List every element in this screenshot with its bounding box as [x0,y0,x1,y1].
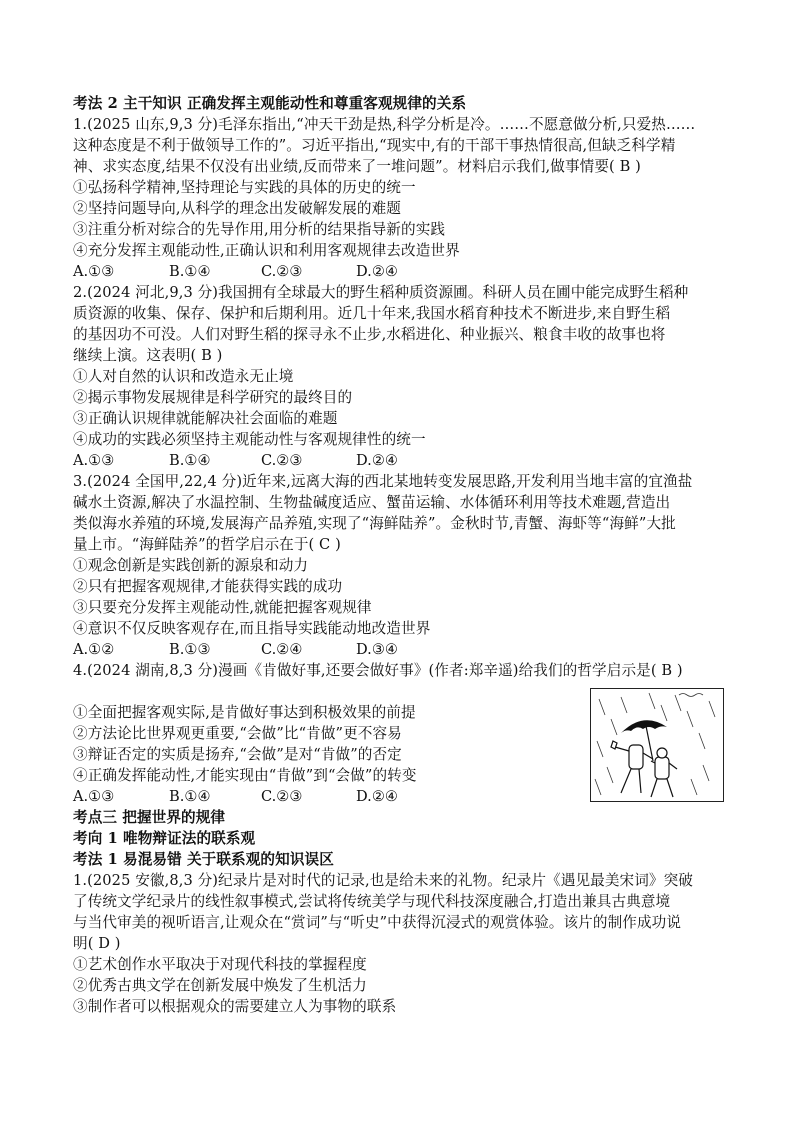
question-line: 量上市。“海鲜陆养”的哲学启示在于( C ) [73,536,341,553]
choice-item: ①观念创新是实践创新的源泉和动力 [73,557,309,574]
section-heading-point-3: 考点三 把握世界的规律 [73,809,226,826]
section-heading-direction-1: 考向 1 唯物辩证法的联系观 [73,830,256,847]
option-d: D.②④ [356,452,398,469]
cartoon-illustration [590,688,724,802]
document-page [73,93,723,1017]
question-line: 1.(2025 安徽,8,3 分)纪录片是对时代的记录,也是给未来的礼物。纪录片《遇见最美宋词》突破 [73,872,693,889]
choice-item: ④充分发挥主观能动性,正确认识和利用客观规律去改造世界 [73,242,460,259]
choice-item: ③正确认识规律就能解决社会面临的难题 [73,410,338,427]
choice-item: ②优秀古典文学在创新发展中焕发了生机活力 [73,977,367,994]
option-d: D.②④ [356,788,398,805]
choice-item: ③辩证否定的实质是扬弃,“会做”是对“肯做”的否定 [73,746,402,763]
choice-item: ①艺术创作水平取决于对现代科技的掌握程度 [73,956,367,973]
choice-item: ②只有把握客观规律,才能获得实践的成功 [73,578,343,595]
section-heading-method-1: 考法 1 易混易错 关于联系观的知识误区 [73,851,334,868]
question-line: 1.(2025 山东,9,3 分)毛泽东指出,“冲天干劲是热,科学分析是冷。……不愿意做分析,只爱热…… [73,116,696,133]
question-line: 神、求实态度,结果不仅没有出业绩,反而带来了一堆问题”。材料启示我们,做事情要( B ) [73,158,641,175]
section-heading-method-2: 考法 2 主干知识 正确发挥主观能动性和尊重客观规律的关系 [73,95,467,112]
question-line: 质资源的收集、保存、保护和后期利用。近几十年来,我国水稻育种技术不断进步,来自野生稻 [73,305,671,322]
choice-item: ③制作者可以根据观众的需要建立人为事物的联系 [73,998,397,1015]
question-line: 了传统文学纪录片的线性叙事模式,尝试将传统美学与现代科技深度融合,打造出兼具古典意境 [73,893,671,910]
choice-item: ②方法论比世界观更重要,“会做”比“肯做”更不容易 [73,725,402,742]
question-line: 继续上演。这表明( B ) [73,347,223,364]
options-row [73,639,723,660]
choice-item: ④正确发挥能动性,才能实现由“肯做”到“会做”的转变 [73,767,417,784]
choice-item: ②揭示事物发展规律是科学研究的最终目的 [73,389,353,406]
option-b: B.①④ [169,788,211,805]
options-row [73,450,723,471]
question-5 [73,870,723,1017]
option-c: C.②③ [261,263,303,280]
option-a: A.①③ [73,263,115,280]
choice-item: ③只要充分发挥主观能动性,就能把握客观规律 [73,599,372,616]
option-b: B.①④ [169,452,211,469]
question-line: 明( D ) [73,935,121,952]
choice-item: ④成功的实践必须坚持主观能动性与客观规律性的统一 [73,431,426,448]
cartoon-drawing [591,689,723,801]
option-a: A.①② [73,641,115,658]
person-left [611,741,653,793]
question-1 [73,114,723,282]
option-b: B.①③ [169,641,211,658]
option-b: B.①④ [169,263,211,280]
choice-item: ①人对自然的认识和改造永无止境 [73,368,294,385]
option-c: C.②④ [261,641,303,658]
option-d: D.②④ [356,263,398,280]
options-row [73,261,723,282]
choice-item: ④意识不仅反映客观存在,而且指导实践能动地改造世界 [73,620,431,637]
choice-item: ③注重分析对综合的先导作用,用分析的结果指导新的实践 [73,221,446,238]
question-line: 3.(2024 全国甲,22,4 分)近年来,远离大海的西北某地转变发展思路,开发利用当地丰富的宜渔盐 [73,473,693,490]
signature-scribble [679,694,703,697]
option-c: C.②③ [261,452,303,469]
umbrella [621,720,667,733]
question-3 [73,471,723,660]
option-d: D.③④ [356,641,398,658]
question-line: 类似海水养殖的环境,发展海产品养殖,实现了“海鲜陆养”。金秋时节,青蟹、海虾等“海鲜”大批 [73,515,676,532]
option-a: A.①③ [73,452,115,469]
choice-item: ①全面把握客观实际,是肯做好事达到积极效果的前提 [73,704,416,721]
choice-item: ①弘扬科学精神,坚持理论与实践的具体的历史的统一 [73,179,416,196]
question-line: 与当代审美的视听语言,让观众在“赏词”与“听史”中获得沉浸式的观赏体验。该片的制作成功说 [73,914,682,931]
option-c: C.②③ [261,788,303,805]
person-right [651,748,677,797]
question-line: 的基因功不可没。人们对野生稻的探寻永不止步,水稻进化、种业振兴、粮食丰收的故事也将 [73,326,666,343]
choice-item: ②坚持问题导向,从科学的理念出发破解发展的难题 [73,200,402,217]
question-line: 2.(2024 河北,9,3 分)我国拥有全球最大的野生稻种质资源圃。科研人员在圃中能完成野生稻种 [73,284,689,301]
question-line: 碱水土资源,解决了水温控制、生物盐碱度适应、蟹苗运输、水体循环利用等技术难题,营造出 [73,494,671,511]
question-2 [73,282,723,471]
option-a: A.①③ [73,788,115,805]
question-line: 4.(2024 湖南,8,3 分)漫画《肯做好事,还要会做好事》(作者:郑辛遥)给我们的哲学启示是( B ) [73,662,683,679]
question-line: 这种态度是不利于做领导工作的”。习近平指出,“现实中,有的干部干事热情很高,但缺乏科学精 [73,137,676,154]
